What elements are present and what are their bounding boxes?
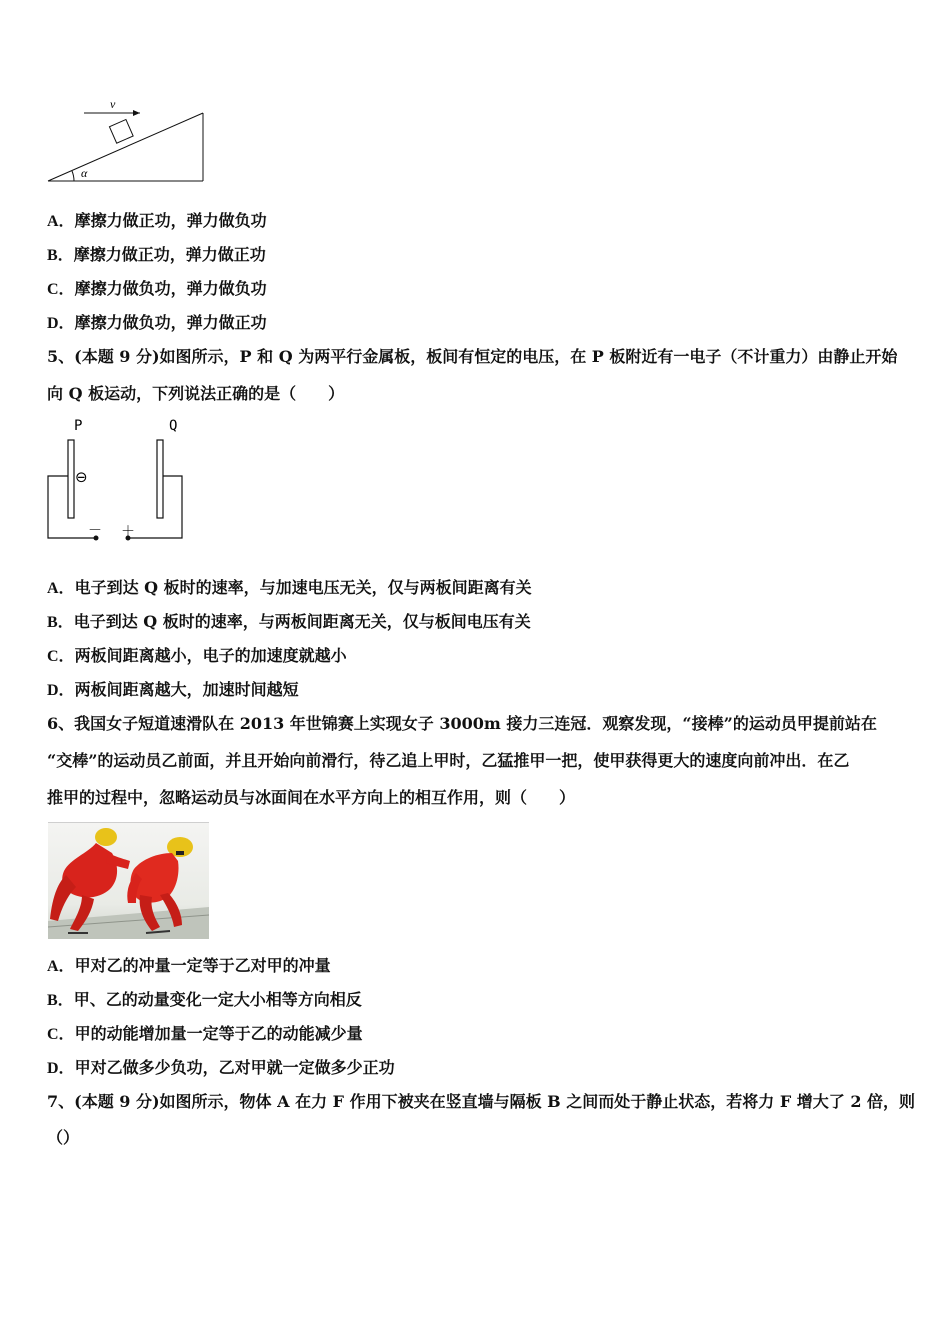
speed-skaters-photo: [48, 822, 209, 939]
q6-stem-line2: “交棒”的运动员乙前面，并且开始向前滑行，待乙追上甲时，乙猛推甲一把，使甲获得更大的速度向前冲出．在乙: [47, 751, 850, 770]
q6-stem-line3: 推甲的过程中，忽略运动员与冰面间在水平方向上的相互作用，则（ ）: [47, 788, 576, 807]
minus-terminal: －: [88, 523, 102, 539]
q5-stem-line2: 向 Q 板运动，下列说法正确的是（ ）: [47, 384, 345, 403]
plate-p-label: P: [74, 418, 83, 434]
plus-terminal: ＋: [121, 524, 135, 540]
q4-option-a: A．摩擦力做正功，弹力做负功: [47, 211, 267, 230]
q6-option-a: A．甲对乙的冲量一定等于乙对甲的冲量: [47, 956, 331, 975]
q5-stem-line1: 5、(本题 9 分)如图所示，P 和 Q 为两平行金属板，板间有恒定的电压，在 P 板附近有一电子（不计重力）由静止开始: [47, 347, 898, 366]
angle-label: α: [81, 166, 88, 180]
parallel-plates-figure: [44, 414, 190, 548]
incline-figure: [44, 94, 210, 186]
q5-option-b: B．电子到达 Q 板时的速率，与两板间距离无关，仅与板间电压有关: [47, 612, 531, 631]
q6-option-d: D．甲对乙做多少负功，乙对甲就一定做多少正功: [47, 1058, 395, 1077]
q4-option-c: C．摩擦力做负功，弹力做负功: [47, 279, 267, 298]
q5-option-d: D．两板间距离越大，加速时间越短: [47, 680, 299, 699]
q7-stem-line1: 7、(本题 9 分)如图所示，物体 A 在力 F 作用下被夹在竖直墙与隔板 B 之间而处于静止状态，若将力 F 增大了 2 倍，则: [47, 1092, 916, 1111]
q6-option-c: C．甲的动能增加量一定等于乙的动能减少量: [47, 1024, 363, 1043]
velocity-label: v: [110, 97, 116, 111]
plate-q: [157, 440, 163, 518]
q7-stem-line2: （）: [47, 1128, 80, 1147]
electron-symbol: ⊖: [75, 468, 88, 486]
q4-option-d: D．摩擦力做负功，弹力做正功: [47, 313, 267, 332]
helmet-left: [95, 828, 117, 846]
q6-option-b: B．甲、乙的动量变化一定大小相等方向相反: [47, 990, 362, 1009]
plate-p: [68, 440, 74, 518]
q4-option-b: B．摩擦力做正功，弹力做正功: [47, 245, 266, 264]
q5-option-c: C．两板间距离越小，电子的加速度就越小: [47, 646, 347, 665]
q6-stem-line1: 6、我国女子短道速滑队在 2013 年世锦赛上实现女子 3000m 接力三连冠．观察发现，“接棒”的运动员甲提前站在: [47, 714, 877, 733]
q5-option-a: A．电子到达 Q 板时的速率，与加速电压无关，仅与两板间距离有关: [47, 578, 532, 597]
plate-q-label: Q: [169, 418, 178, 434]
